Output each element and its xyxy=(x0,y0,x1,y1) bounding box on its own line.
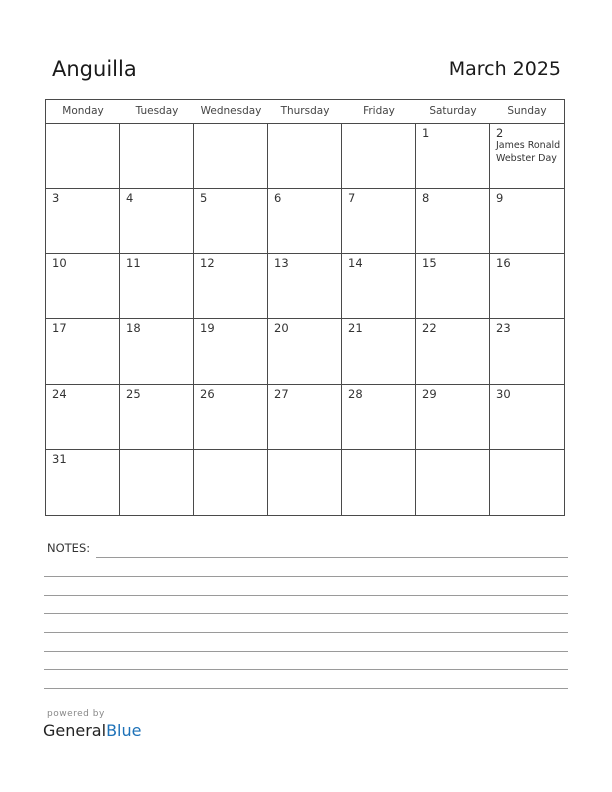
note-line xyxy=(44,688,568,689)
day-number: 31 xyxy=(52,451,67,466)
day-cell xyxy=(416,254,490,319)
weekday-header-monday: Monday xyxy=(62,105,104,117)
day-number: 20 xyxy=(274,321,289,336)
day-cell xyxy=(194,319,268,384)
note-line xyxy=(44,669,568,670)
day-number: 16 xyxy=(496,256,511,271)
day-number: 17 xyxy=(52,321,67,336)
day-number: 21 xyxy=(348,321,363,336)
day-cell xyxy=(342,189,416,254)
weekday-header-sunday: Sunday xyxy=(507,105,547,117)
day-cell xyxy=(46,450,120,515)
day-number: 12 xyxy=(200,256,215,271)
day-number: 28 xyxy=(348,386,363,401)
day-number: 26 xyxy=(200,386,215,401)
day-cell xyxy=(490,319,564,384)
day-cell xyxy=(120,189,194,254)
country-title: Anguilla xyxy=(52,57,137,81)
day-cell xyxy=(342,124,416,189)
weekday-header-saturday: Saturday xyxy=(429,105,477,117)
day-cell xyxy=(342,450,416,515)
day-cell xyxy=(46,254,120,319)
day-number: 5 xyxy=(200,191,208,206)
day-number: 15 xyxy=(422,256,437,271)
day-number: 23 xyxy=(496,321,511,336)
day-number: 14 xyxy=(348,256,363,271)
day-cell xyxy=(416,450,490,515)
day-cell xyxy=(46,385,120,450)
day-cell xyxy=(490,189,564,254)
day-cell xyxy=(268,319,342,384)
day-number: 30 xyxy=(496,386,511,401)
day-cell xyxy=(490,385,564,450)
day-number: 25 xyxy=(126,386,141,401)
day-cell xyxy=(342,319,416,384)
notes-label: NOTES: xyxy=(47,541,91,555)
day-cell xyxy=(268,450,342,515)
note-line xyxy=(44,632,568,633)
holiday-label: James Ronald Webster Day xyxy=(496,140,561,164)
note-line xyxy=(96,557,568,558)
day-cell xyxy=(46,189,120,254)
day-number: 27 xyxy=(274,386,289,401)
day-cell xyxy=(268,189,342,254)
day-number: 10 xyxy=(52,256,67,271)
day-number: 24 xyxy=(52,386,67,401)
calendar-grid xyxy=(45,99,565,516)
brand-logo[interactable] xyxy=(43,721,141,741)
day-cell xyxy=(120,254,194,319)
day-number: 13 xyxy=(274,256,289,271)
day-cell xyxy=(194,189,268,254)
day-cell xyxy=(268,254,342,319)
day-cell xyxy=(194,450,268,515)
day-cell xyxy=(120,319,194,384)
day-cell xyxy=(120,124,194,189)
brand-name-general: General xyxy=(43,721,107,740)
day-cell xyxy=(342,254,416,319)
day-cell xyxy=(416,124,490,189)
day-number: 11 xyxy=(126,256,141,271)
day-number: 4 xyxy=(126,191,134,206)
day-number: 19 xyxy=(200,321,215,336)
weekday-header-wednesday: Wednesday xyxy=(200,105,262,117)
day-cell xyxy=(490,254,564,319)
day-number: 8 xyxy=(422,191,430,206)
day-number: 29 xyxy=(422,386,437,401)
day-cell xyxy=(490,124,564,189)
day-number: 9 xyxy=(496,191,504,206)
month-year-title: March 2025 xyxy=(448,58,561,80)
day-cell xyxy=(416,189,490,254)
day-grid xyxy=(46,124,564,515)
note-line xyxy=(44,651,568,652)
weekday-header-row xyxy=(46,100,564,124)
day-number: 6 xyxy=(274,191,282,206)
note-line xyxy=(44,576,568,577)
note-line xyxy=(44,613,568,614)
day-cell xyxy=(416,385,490,450)
day-cell xyxy=(342,385,416,450)
day-number: 18 xyxy=(126,321,141,336)
day-cell xyxy=(194,124,268,189)
day-number: 7 xyxy=(348,191,356,206)
brand-name-blue: Blue xyxy=(106,721,142,740)
day-cell xyxy=(194,254,268,319)
day-cell xyxy=(120,450,194,515)
day-cell xyxy=(194,385,268,450)
day-cell xyxy=(490,450,564,515)
day-cell xyxy=(120,385,194,450)
powered-by-text: powered by xyxy=(47,709,105,719)
day-number: 1 xyxy=(422,126,430,140)
day-cell xyxy=(46,319,120,384)
day-cell xyxy=(268,124,342,189)
note-line xyxy=(44,595,568,596)
day-cell xyxy=(46,124,120,189)
day-number: 22 xyxy=(422,321,437,336)
day-number: 3 xyxy=(52,191,60,206)
day-cell xyxy=(268,385,342,450)
day-number: 2 xyxy=(496,126,504,140)
weekday-header-tuesday: Tuesday xyxy=(135,105,179,117)
weekday-header-friday: Friday xyxy=(363,105,395,117)
weekday-header-thursday: Thursday xyxy=(280,105,330,117)
day-cell xyxy=(416,319,490,384)
